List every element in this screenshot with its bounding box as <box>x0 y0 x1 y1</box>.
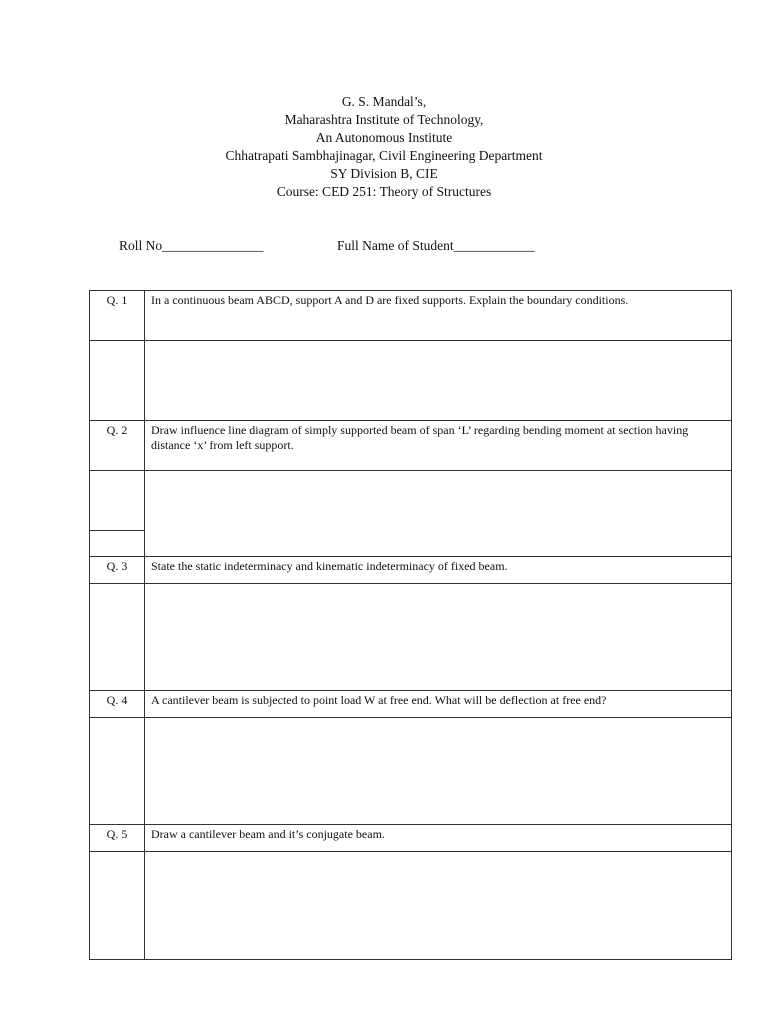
answer-space-4[interactable] <box>145 718 732 825</box>
question-number-2: Q. 2 <box>90 421 145 471</box>
cell-divider <box>90 530 144 531</box>
question-text-2: Draw influence line diagram of simply supported beam of span ‘L’ regarding bending moment at section having distance ‘x’ from left support. <box>145 421 732 471</box>
question-row-5 <box>90 825 732 852</box>
answer-row-2 <box>90 471 732 557</box>
question-row-2 <box>90 421 732 471</box>
question-number-1: Q. 1 <box>90 291 145 341</box>
answer-number-cell-2 <box>90 471 145 557</box>
header-line-society: G. S. Mandal’s, <box>341 94 427 109</box>
answer-space-3[interactable] <box>145 584 732 691</box>
document-header <box>0 93 768 201</box>
roll-number-field: Roll No_______________ <box>119 238 264 253</box>
header-line-division: SY Division B, CIE <box>330 166 438 181</box>
question-number-5: Q. 5 <box>90 825 145 852</box>
answer-row-3 <box>90 584 732 691</box>
question-text-3: State the static indeterminacy and kinematic indeterminacy of fixed beam. <box>145 557 732 584</box>
question-text-5: Draw a cantilever beam and it’s conjugate beam. <box>145 825 732 852</box>
answer-number-cell-1 <box>90 341 145 421</box>
question-text-1: In a continuous beam ABCD, support A and D are fixed supports. Explain the boundary conditions. <box>145 291 732 341</box>
answer-space-2[interactable] <box>145 471 732 557</box>
question-row-3 <box>90 557 732 584</box>
question-row-4 <box>90 691 732 718</box>
question-number-3: Q. 3 <box>90 557 145 584</box>
question-row-1 <box>90 291 732 341</box>
answer-space-5[interactable] <box>145 852 732 960</box>
answer-space-1[interactable] <box>145 341 732 421</box>
answer-row-1 <box>90 341 732 421</box>
answer-number-cell-4 <box>90 718 145 825</box>
header-line-autonomous: An Autonomous Institute <box>315 130 453 145</box>
header-line-department: Chhatrapati Sambhajinagar, Civil Engineering Department <box>225 148 543 163</box>
student-name-field: Full Name of Student____________ <box>337 238 535 253</box>
questions-table <box>89 290 732 960</box>
question-number-4: Q. 4 <box>90 691 145 718</box>
question-text-4: A cantilever beam is subjected to point load W at free end. What will be deflection at free end? <box>145 691 732 718</box>
answer-number-cell-5 <box>90 852 145 960</box>
header-line-course: Course: CED 251: Theory of Structures <box>276 184 492 199</box>
answer-row-5 <box>90 852 732 960</box>
header-line-institute: Maharashtra Institute of Technology, <box>284 112 484 127</box>
answer-row-4 <box>90 718 732 825</box>
answer-number-cell-3 <box>90 584 145 691</box>
